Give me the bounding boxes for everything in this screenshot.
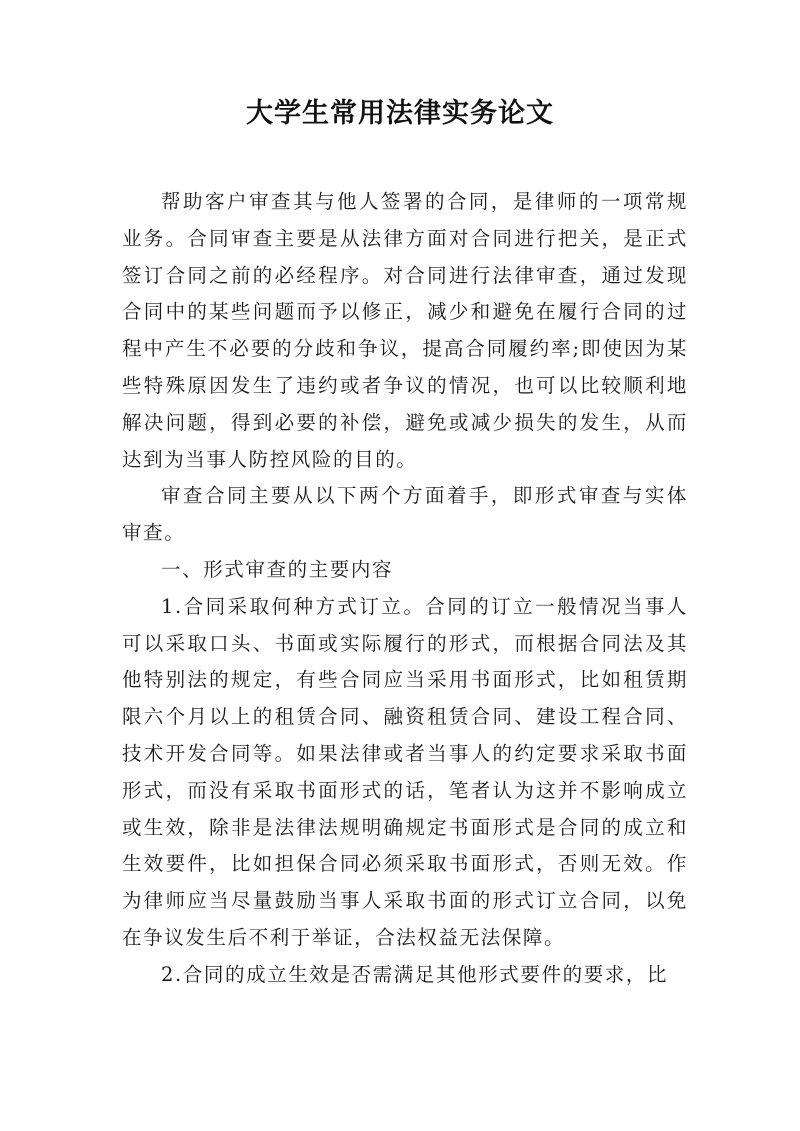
paragraph: 帮助客户审查其与他人签署的合同，是律师的一项常规业务。合同审查主要是从法律方面对合同进行把关，是正式签订合同之前的必经程序。对合同进行法律审查，通过发现合同中的某些问题而予以修正，减少和避免在履行合同的过程中产生不必要的分歧和争议，提高合同履约率;即使因为某些特殊原因发生了违约或者争议的情况，也可以比较顺利地解决问题，得到必要的补偿，避免或减少损失的发生，从而达到为当事人防控风险的目的。 xyxy=(122,190,688,471)
document-body xyxy=(122,184,688,994)
document-title: 大学生常用法律实务论文 xyxy=(246,98,554,129)
section-heading: 一、形式审查的主要内容 xyxy=(161,557,394,581)
paragraph: 2.合同的成立生效是否需满足其他形式要件的要求，比 xyxy=(161,962,669,986)
paragraph: 1.合同采取何种方式订立。合同的订立一般情况当事人可以采取口头、书面或实际履行的形式，而根据合同法及其他特别法的规定，有些合同应当采用书面形式，比如租赁期限六个月以上的租赁合同、融资租赁合同、建设工程合同、技术开发合同等。如果法律或者当事人的约定要求采取书面形式，而没有采取书面形式的话，笔者认为这并不影响成立或生效，除非是法律法规明确规定书面形式是合同的成立和生效要件，比如担保合同必须采取书面形式，否则无效。作为律师应当尽量鼓励当事人采取书面的形式订立合同，以免在争议发生后不利于举证，合法权益无法保障。 xyxy=(122,594,688,949)
paragraph: 审查合同主要从以下两个方面着手，即形式审查与实体审查。 xyxy=(122,484,688,545)
